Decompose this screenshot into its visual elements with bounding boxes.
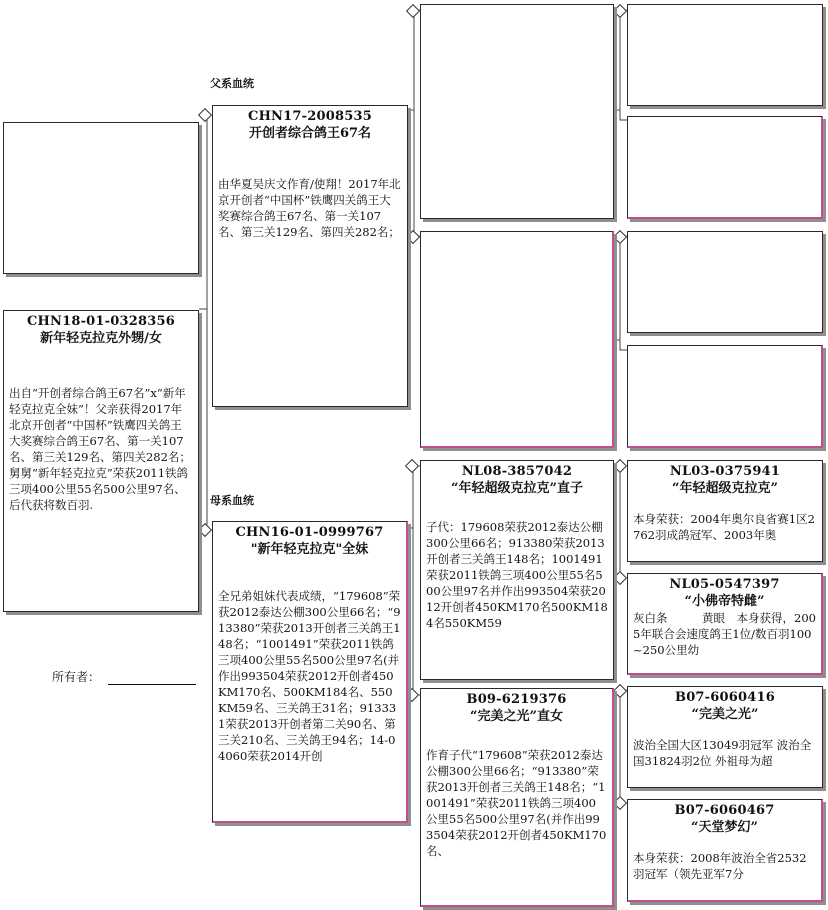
ggp-card-4 bbox=[627, 799, 823, 902]
ggp-ring-id: B07-6060467 bbox=[674, 803, 775, 818]
dam-sire-card bbox=[420, 460, 614, 680]
subject-card bbox=[3, 310, 199, 612]
ggp-card-2 bbox=[627, 573, 823, 675]
owner-blank-line[interactable] bbox=[108, 672, 196, 685]
photo-box bbox=[3, 122, 199, 274]
ggp-description: 波治全国大区13049羽冠军 波治全国31824羽2位 外祖母为超 bbox=[633, 738, 812, 768]
maternal-line-label: 母系血统 bbox=[210, 494, 254, 507]
subject-description: 出自“开创者综合鸽王67名”x“新年轻克拉克全妹”！父亲获得2017年北京开创者“中国杯”铁鹰四关鸽王大奖赛综合鸽王67名、第一关107名、第三关129名、第四关282名；舅舅“新年轻克拉克”荣获2011铁鸽三项400公里55名500公里97名、后代获将数百羽. bbox=[9, 386, 191, 512]
sire-description: 由华夏吴庆文作育/使翔！2017年北京开创者“中国杯”铁鹰四关鸽王大奖赛综合鸽王67名、第一关107名、第三关129名、第四关282名； bbox=[218, 177, 401, 239]
sire-ring-id: CHN17-2008535 bbox=[248, 109, 372, 124]
ggp-description: 灰白条 黄眼 本身获得，2005年联合会速度鸽王1位/数百羽100~250公里幼 bbox=[633, 611, 816, 657]
dam-dam-card bbox=[420, 688, 614, 907]
ggp-name: “年轻超级克拉克” bbox=[672, 481, 778, 496]
ggp-empty-3 bbox=[627, 231, 823, 333]
sire-dam-card bbox=[420, 231, 614, 448]
ggp-name: “小佛帝特雌” bbox=[684, 594, 765, 609]
ggp-description: 本身荣获：2008年波治全省2532羽冠军（领先亚军7分 bbox=[633, 851, 807, 881]
dam-name: "新年轻克拉克"全妹 bbox=[250, 542, 369, 557]
ggp-empty-2 bbox=[627, 116, 823, 219]
ggp-ring-id: B07-6060416 bbox=[675, 690, 775, 705]
dam-card bbox=[212, 521, 408, 823]
subject-name: 新年轻克拉克外甥/女 bbox=[40, 331, 162, 346]
dam-dam-ring-id: B09-6219376 bbox=[466, 692, 567, 707]
dam-sire-ring-id: NL08-3857042 bbox=[461, 464, 573, 479]
sire-sire-card bbox=[420, 4, 614, 219]
ggp-description: 本身荣获：2004年奥尔良省赛1区2762羽成鸽冠军、2003年奥 bbox=[633, 512, 815, 542]
dam-sire-description: 子代：179608荣获2012泰达公棚300公里66名；913380荣获2013开创者三关鸽王148名；1001491荣获2011铁鸽三项400公里55名500公里97名并作出993504荣获2012开创者450KM170名500KM184名550KM59 bbox=[426, 520, 608, 630]
dam-ring-id: CHN16-01-0999767 bbox=[235, 525, 384, 540]
ggp-name: “完美之光” bbox=[691, 707, 759, 722]
ggp-name: “天堂梦幻” bbox=[691, 820, 758, 835]
dam-sire-name: “年轻超级克拉克”直子 bbox=[451, 481, 583, 496]
dam-description: 全兄弟姐妹代表成绩，“179608”荣获2012泰达公棚300公里66名；“913380”荣获2013开创者三关鸽王148名；“1001491”荣获2011铁鸽三项400公里55名500公里97名(并作出993504荣获2012开创者450KM170名、500KM184名、550KM59名、三关鸽王31名；913331荣获2013开创者第二关90名、第三关210名、三关鸽王94名；14-04060荣获2014开创 bbox=[218, 589, 401, 763]
ggp-empty-4 bbox=[627, 345, 823, 448]
ggp-card-3 bbox=[627, 686, 823, 788]
ggp-ring-id: NL03-0375941 bbox=[669, 464, 781, 479]
sire-name: 开创者综合鸽王67名 bbox=[248, 126, 372, 141]
ggp-card-1 bbox=[627, 460, 823, 562]
ggp-ring-id: NL05-0547397 bbox=[669, 577, 780, 592]
paternal-line-label: 父系血统 bbox=[210, 77, 254, 90]
owner-label: 所有者： bbox=[52, 670, 101, 684]
dam-dam-name: “完美之光”直女 bbox=[470, 709, 563, 724]
sire-card bbox=[212, 105, 408, 407]
ggp-empty-1 bbox=[627, 4, 823, 106]
owner-field bbox=[52, 668, 196, 685]
dam-dam-description: 作育子代“179608”荣获2012泰达公棚300公里66名；“913380”荣获2013开创者三关鸽王148名；“1001491”荣获2011铁鸽三项400公里55名500公里97名(并作出993504荣获2012开创者450KM170名、 bbox=[426, 748, 607, 858]
subject-ring-id: CHN18-01-0328356 bbox=[26, 314, 175, 329]
